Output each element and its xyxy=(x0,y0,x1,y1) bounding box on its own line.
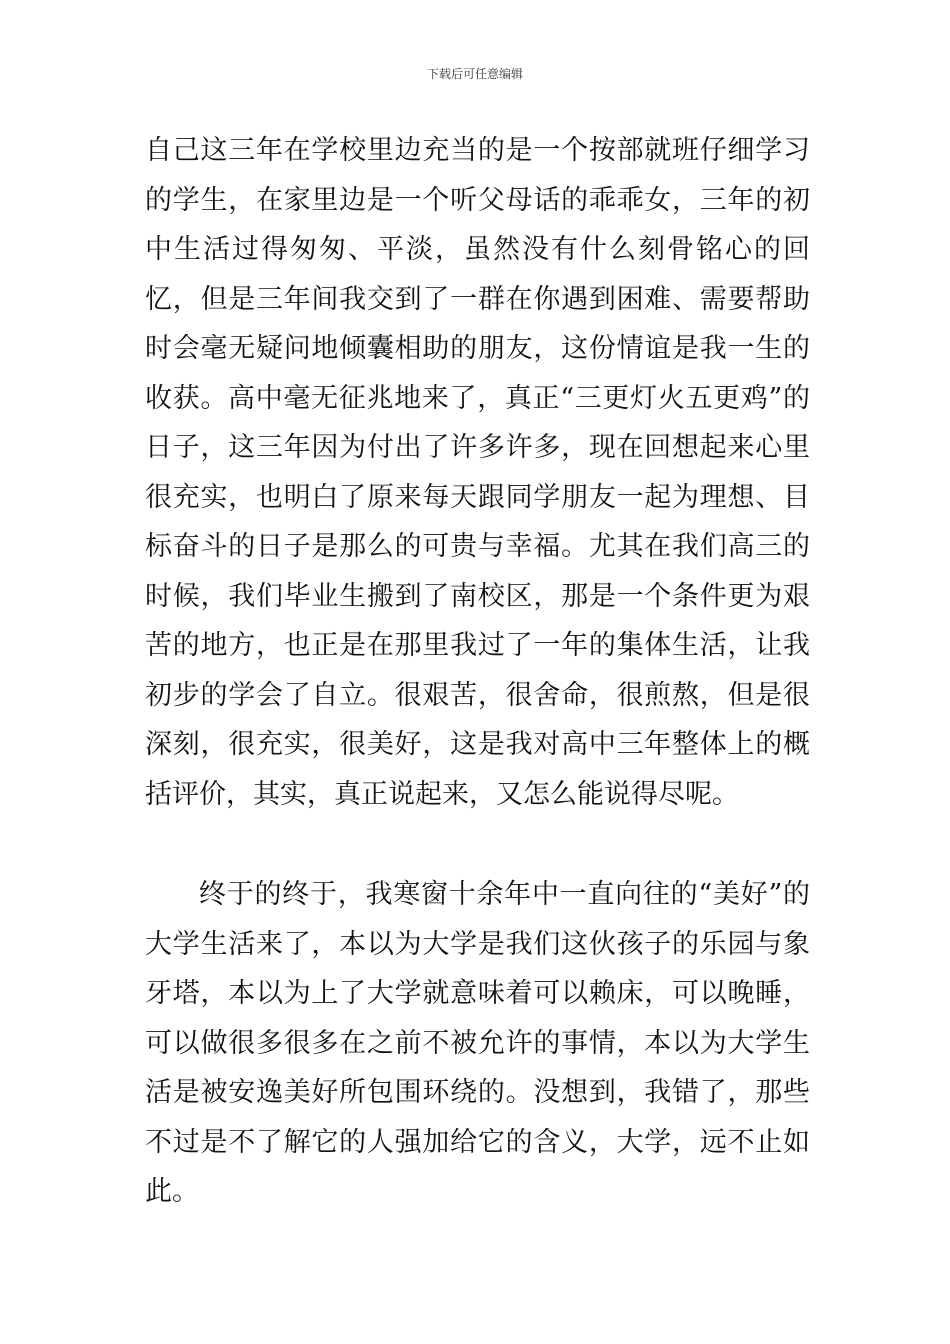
paragraph-1: 自己这三年在学校里边充当的是一个按部就班仔细学习的学生，在家里边是一个听父母话的乖乖女，三年的初中生活过得匆匆、平淡，虽然没有什么刻骨铭心的回忆，但是三年间我交到了一群在你遇到困难、需要帮助时会毫无疑问地倾囊相助的朋友，这份情谊是我一生的收获。高中毫无征兆地来了，真正“三更灯火五更鸡”的日子，这三年因为付出了许多许多，现在回想起来心里很充实，也明白了原来每天跟同学朋友一起为理想、目标奋斗的日子是那么的可贵与幸福。尤其在我们高三的时候，我们毕业生搬到了南校区，那是一个条件更为艰苦的地方，也正是在那里我过了一年的集体生活，让我初步的学会了自立。很艰苦，很舍命，很煎熬，但是很深刻，很充实，很美好，这是我对高中三年整体上的概括评价，其实，真正说起来，又怎么能说得尽呢。 xyxy=(145,135,810,810)
paragraph-2: 终于的终于，我寒窗十余年中一直向往的“美好”的大学生活来了，本以为大学是我们这伙孩子的乐园与象牙塔，本以为上了大学就意味着可以赖床，可以晚睡，可以做很多很多在之前不被允许的事情，本以为大学生活是被安逸美好所包围环绕的。没想到，我错了，那些不过是不了解它的人强加给它的含义，大学，远不止如此。 xyxy=(145,879,810,1207)
page-header: 下载后可任意编辑 xyxy=(426,67,523,81)
